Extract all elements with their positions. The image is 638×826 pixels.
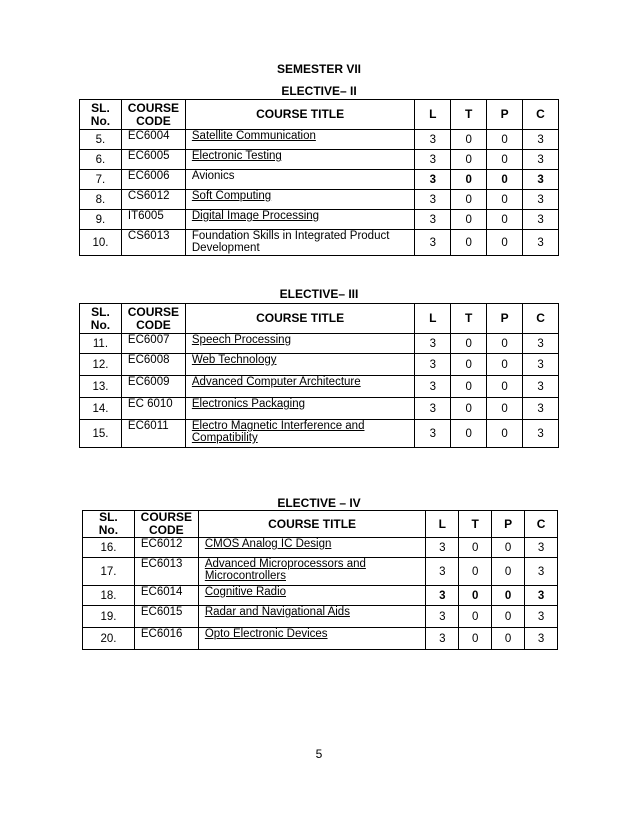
row-course-title-cell xyxy=(185,190,414,210)
row-credit-l: 3 xyxy=(415,420,451,448)
row-credit-t: 0 xyxy=(451,230,487,256)
row-course-code: EC6006 xyxy=(121,170,185,190)
column-header-title xyxy=(185,304,414,334)
column-header-code-line: COURSE xyxy=(127,304,180,319)
row-course-title-cell xyxy=(185,376,414,398)
row-credit-l: 3 xyxy=(415,230,451,256)
row-credit-c: 3 xyxy=(523,130,559,150)
row-credit-c: 3 xyxy=(525,628,558,650)
column-header-l xyxy=(415,304,451,334)
row-course-title-cell xyxy=(198,586,426,606)
column-header-sl xyxy=(80,100,122,130)
row-credit-l: 3 xyxy=(426,586,459,606)
row-course-code: EC6008 xyxy=(121,354,185,376)
row-credit-c: 3 xyxy=(523,334,559,354)
table-header-row xyxy=(80,304,559,334)
row-credit-t: 0 xyxy=(451,150,487,170)
row-credit-c: 3 xyxy=(523,420,559,448)
column-header-l-line: L xyxy=(429,107,437,121)
column-header-sl-line: No. xyxy=(98,523,119,537)
elective-3-heading: ELECTIVE– III xyxy=(279,287,359,301)
column-header-title xyxy=(198,511,426,538)
row-course-code: CS6012 xyxy=(121,190,185,210)
row-credit-c: 3 xyxy=(523,150,559,170)
row-credit-p: 0 xyxy=(487,376,523,398)
column-header-code xyxy=(121,304,185,334)
row-credit-t: 0 xyxy=(459,538,492,558)
row-credit-p: 0 xyxy=(487,334,523,354)
row-course-title: Radar and Navigational Aids xyxy=(204,606,350,618)
column-header-title-line: COURSE TITLE xyxy=(256,107,345,121)
row-course-title-cell xyxy=(198,558,426,586)
table-row xyxy=(83,538,558,558)
row-course-title-cell xyxy=(185,130,414,150)
row-course-title: Avionics xyxy=(191,170,235,182)
row-credit-c: 3 xyxy=(525,586,558,606)
row-credit-c: 3 xyxy=(523,170,559,190)
row-serial-number: 7. xyxy=(80,170,122,190)
row-course-title: Electronic Testing xyxy=(191,150,282,162)
table-row xyxy=(80,210,559,230)
column-header-t xyxy=(451,304,487,334)
row-course-title-cell xyxy=(185,420,414,448)
row-credit-t: 0 xyxy=(451,170,487,190)
row-serial-number: 5. xyxy=(80,130,122,150)
column-header-sl-line: SL. xyxy=(91,304,110,319)
row-course-code: EC6005 xyxy=(121,150,185,170)
column-header-c xyxy=(525,511,558,538)
row-credit-l: 3 xyxy=(415,398,451,420)
row-credit-c: 3 xyxy=(525,606,558,628)
column-header-title-line: COURSE TITLE xyxy=(256,311,345,325)
row-credit-c: 3 xyxy=(523,398,559,420)
row-credit-t: 0 xyxy=(459,558,492,586)
column-header-p xyxy=(492,511,525,538)
table-row xyxy=(83,586,558,606)
row-credit-c: 3 xyxy=(523,210,559,230)
row-credit-l: 3 xyxy=(415,334,451,354)
row-credit-p: 0 xyxy=(492,628,525,650)
column-header-code-line: COURSE xyxy=(140,510,193,524)
column-header-sl-line: No. xyxy=(90,317,111,332)
column-header-code xyxy=(134,511,198,538)
table-header-row xyxy=(80,100,559,130)
row-course-code: IT6005 xyxy=(121,210,185,230)
column-header-c-line: C xyxy=(536,107,545,121)
column-header-code-line: CODE xyxy=(136,113,171,128)
row-serial-number: 14. xyxy=(80,398,122,420)
row-credit-p: 0 xyxy=(487,398,523,420)
row-credit-p: 0 xyxy=(487,190,523,210)
column-header-c xyxy=(523,304,559,334)
row-credit-t: 0 xyxy=(451,210,487,230)
row-credit-l: 3 xyxy=(415,170,451,190)
column-header-t xyxy=(451,100,487,130)
row-course-code: EC6007 xyxy=(121,334,185,354)
column-header-code-line: COURSE xyxy=(127,100,180,115)
row-credit-p: 0 xyxy=(487,354,523,376)
row-credit-p: 0 xyxy=(487,170,523,190)
column-header-l-line: L xyxy=(438,516,446,531)
row-serial-number: 18. xyxy=(83,586,135,606)
elective-4-heading: ELECTIVE – IV xyxy=(277,496,361,510)
column-header-code xyxy=(121,100,185,130)
row-course-title: Opto Electronic Devices xyxy=(204,628,328,640)
column-header-c-line: C xyxy=(536,516,546,531)
table-row xyxy=(80,420,559,448)
column-header-t xyxy=(459,511,492,538)
row-credit-c: 3 xyxy=(523,190,559,210)
table-row xyxy=(83,606,558,628)
row-credit-p: 0 xyxy=(487,420,523,448)
elective-4-table xyxy=(82,510,558,650)
row-credit-l: 3 xyxy=(426,628,459,650)
row-course-title: Foundation Skills in Integrated Product Development xyxy=(191,230,390,254)
row-course-title-cell xyxy=(185,354,414,376)
row-credit-p: 0 xyxy=(487,210,523,230)
row-serial-number: 10. xyxy=(80,230,122,256)
row-serial-number: 20. xyxy=(83,628,135,650)
row-course-title: Satellite Communication xyxy=(191,130,316,142)
column-header-p-line: P xyxy=(500,311,509,325)
row-credit-p: 0 xyxy=(492,558,525,586)
row-course-title-cell xyxy=(185,230,414,256)
row-course-title-cell xyxy=(185,170,414,190)
row-serial-number: 9. xyxy=(80,210,122,230)
page-number: 5 xyxy=(315,747,323,761)
column-header-p xyxy=(487,100,523,130)
column-header-sl-line: No. xyxy=(90,113,111,128)
table-row xyxy=(80,190,559,210)
column-header-l xyxy=(426,511,459,538)
row-course-title: Web Technology xyxy=(191,354,277,366)
row-credit-t: 0 xyxy=(459,586,492,606)
row-course-title-cell xyxy=(185,398,414,420)
row-credit-t: 0 xyxy=(451,420,487,448)
row-serial-number: 11. xyxy=(80,334,122,354)
row-credit-l: 3 xyxy=(426,606,459,628)
table-row xyxy=(83,558,558,586)
table-row xyxy=(83,628,558,650)
row-credit-l: 3 xyxy=(415,150,451,170)
row-credit-l: 3 xyxy=(415,376,451,398)
row-credit-t: 0 xyxy=(459,628,492,650)
row-course-title-cell xyxy=(185,210,414,230)
row-course-code: EC6014 xyxy=(134,586,198,606)
row-course-title: CMOS Analog IC Design xyxy=(204,538,332,550)
table-row xyxy=(80,398,559,420)
row-course-title: Soft Computing xyxy=(191,190,272,202)
row-serial-number: 6. xyxy=(80,150,122,170)
column-header-p-line: P xyxy=(500,107,509,121)
row-course-code: CS6013 xyxy=(121,230,185,256)
row-course-code: EC 6010 xyxy=(121,398,185,420)
elective-3-table xyxy=(79,303,559,448)
table-row xyxy=(80,130,559,150)
row-credit-p: 0 xyxy=(492,586,525,606)
row-serial-number: 17. xyxy=(83,558,135,586)
column-header-code-line: CODE xyxy=(149,523,184,537)
row-credit-c: 3 xyxy=(523,376,559,398)
row-serial-number: 8. xyxy=(80,190,122,210)
row-course-code: EC6015 xyxy=(134,606,198,628)
column-header-p xyxy=(487,304,523,334)
column-header-sl xyxy=(80,304,122,334)
row-serial-number: 13. xyxy=(80,376,122,398)
row-credit-l: 3 xyxy=(415,354,451,376)
elective-2-table xyxy=(79,99,559,256)
row-course-title-cell xyxy=(198,628,426,650)
row-credit-t: 0 xyxy=(451,190,487,210)
row-credit-p: 0 xyxy=(492,538,525,558)
row-course-code: EC6004 xyxy=(121,130,185,150)
row-course-code: EC6013 xyxy=(134,558,198,586)
row-credit-c: 3 xyxy=(523,354,559,376)
row-credit-l: 3 xyxy=(415,210,451,230)
row-course-code: EC6011 xyxy=(121,420,185,448)
row-credit-p: 0 xyxy=(492,606,525,628)
column-header-c-line: C xyxy=(536,311,545,325)
row-credit-l: 3 xyxy=(415,130,451,150)
row-credit-p: 0 xyxy=(487,130,523,150)
table-row xyxy=(80,334,559,354)
table-row xyxy=(80,354,559,376)
row-credit-t: 0 xyxy=(451,398,487,420)
row-course-code: EC6009 xyxy=(121,376,185,398)
row-credit-t: 0 xyxy=(459,606,492,628)
row-credit-l: 3 xyxy=(426,538,459,558)
row-course-title: Electro Magnetic Interference and Compatibility xyxy=(191,420,365,444)
column-header-sl-line: SL. xyxy=(91,100,110,115)
row-serial-number: 12. xyxy=(80,354,122,376)
row-course-title-cell xyxy=(185,150,414,170)
elective-2-heading: ELECTIVE– II xyxy=(281,84,357,98)
table-row xyxy=(80,230,559,256)
row-course-title-cell xyxy=(198,606,426,628)
table-row xyxy=(80,150,559,170)
row-serial-number: 16. xyxy=(83,538,135,558)
table-row xyxy=(80,376,559,398)
row-credit-p: 0 xyxy=(487,230,523,256)
row-serial-number: 19. xyxy=(83,606,135,628)
row-credit-c: 3 xyxy=(523,230,559,256)
row-course-title: Advanced Microprocessors and Microcontrollers xyxy=(204,558,366,582)
row-credit-c: 3 xyxy=(525,558,558,586)
column-header-title xyxy=(185,100,414,130)
column-header-sl xyxy=(83,511,135,538)
table-row xyxy=(80,170,559,190)
row-credit-p: 0 xyxy=(487,150,523,170)
row-credit-t: 0 xyxy=(451,130,487,150)
column-header-c xyxy=(523,100,559,130)
row-credit-l: 3 xyxy=(426,558,459,586)
semester-heading: SEMESTER VII xyxy=(276,62,362,76)
row-course-title: Cognitive Radio xyxy=(204,586,287,598)
column-header-sl-line: SL. xyxy=(99,510,118,524)
row-course-title: Digital Image Processing xyxy=(191,210,320,222)
row-credit-t: 0 xyxy=(451,354,487,376)
row-credit-c: 3 xyxy=(525,538,558,558)
row-serial-number: 15. xyxy=(80,420,122,448)
row-credit-t: 0 xyxy=(451,334,487,354)
row-credit-l: 3 xyxy=(415,190,451,210)
column-header-title-line: COURSE TITLE xyxy=(268,516,357,531)
row-course-title: Speech Processing xyxy=(191,334,291,346)
column-header-p-line: P xyxy=(504,516,513,531)
column-header-t-line: T xyxy=(465,107,473,121)
row-course-title: Advanced Computer Architecture xyxy=(191,376,361,388)
row-credit-t: 0 xyxy=(451,376,487,398)
row-course-title-cell xyxy=(185,334,414,354)
column-header-l-line: L xyxy=(429,311,437,325)
row-course-code: EC6016 xyxy=(134,628,198,650)
column-header-t-line: T xyxy=(471,516,479,531)
table-header-row xyxy=(83,511,558,538)
column-header-l xyxy=(415,100,451,130)
row-course-title: Electronics Packaging xyxy=(191,398,306,410)
column-header-code-line: CODE xyxy=(136,317,171,332)
row-course-code: EC6012 xyxy=(134,538,198,558)
row-course-title-cell xyxy=(198,538,426,558)
column-header-t-line: T xyxy=(465,311,473,325)
